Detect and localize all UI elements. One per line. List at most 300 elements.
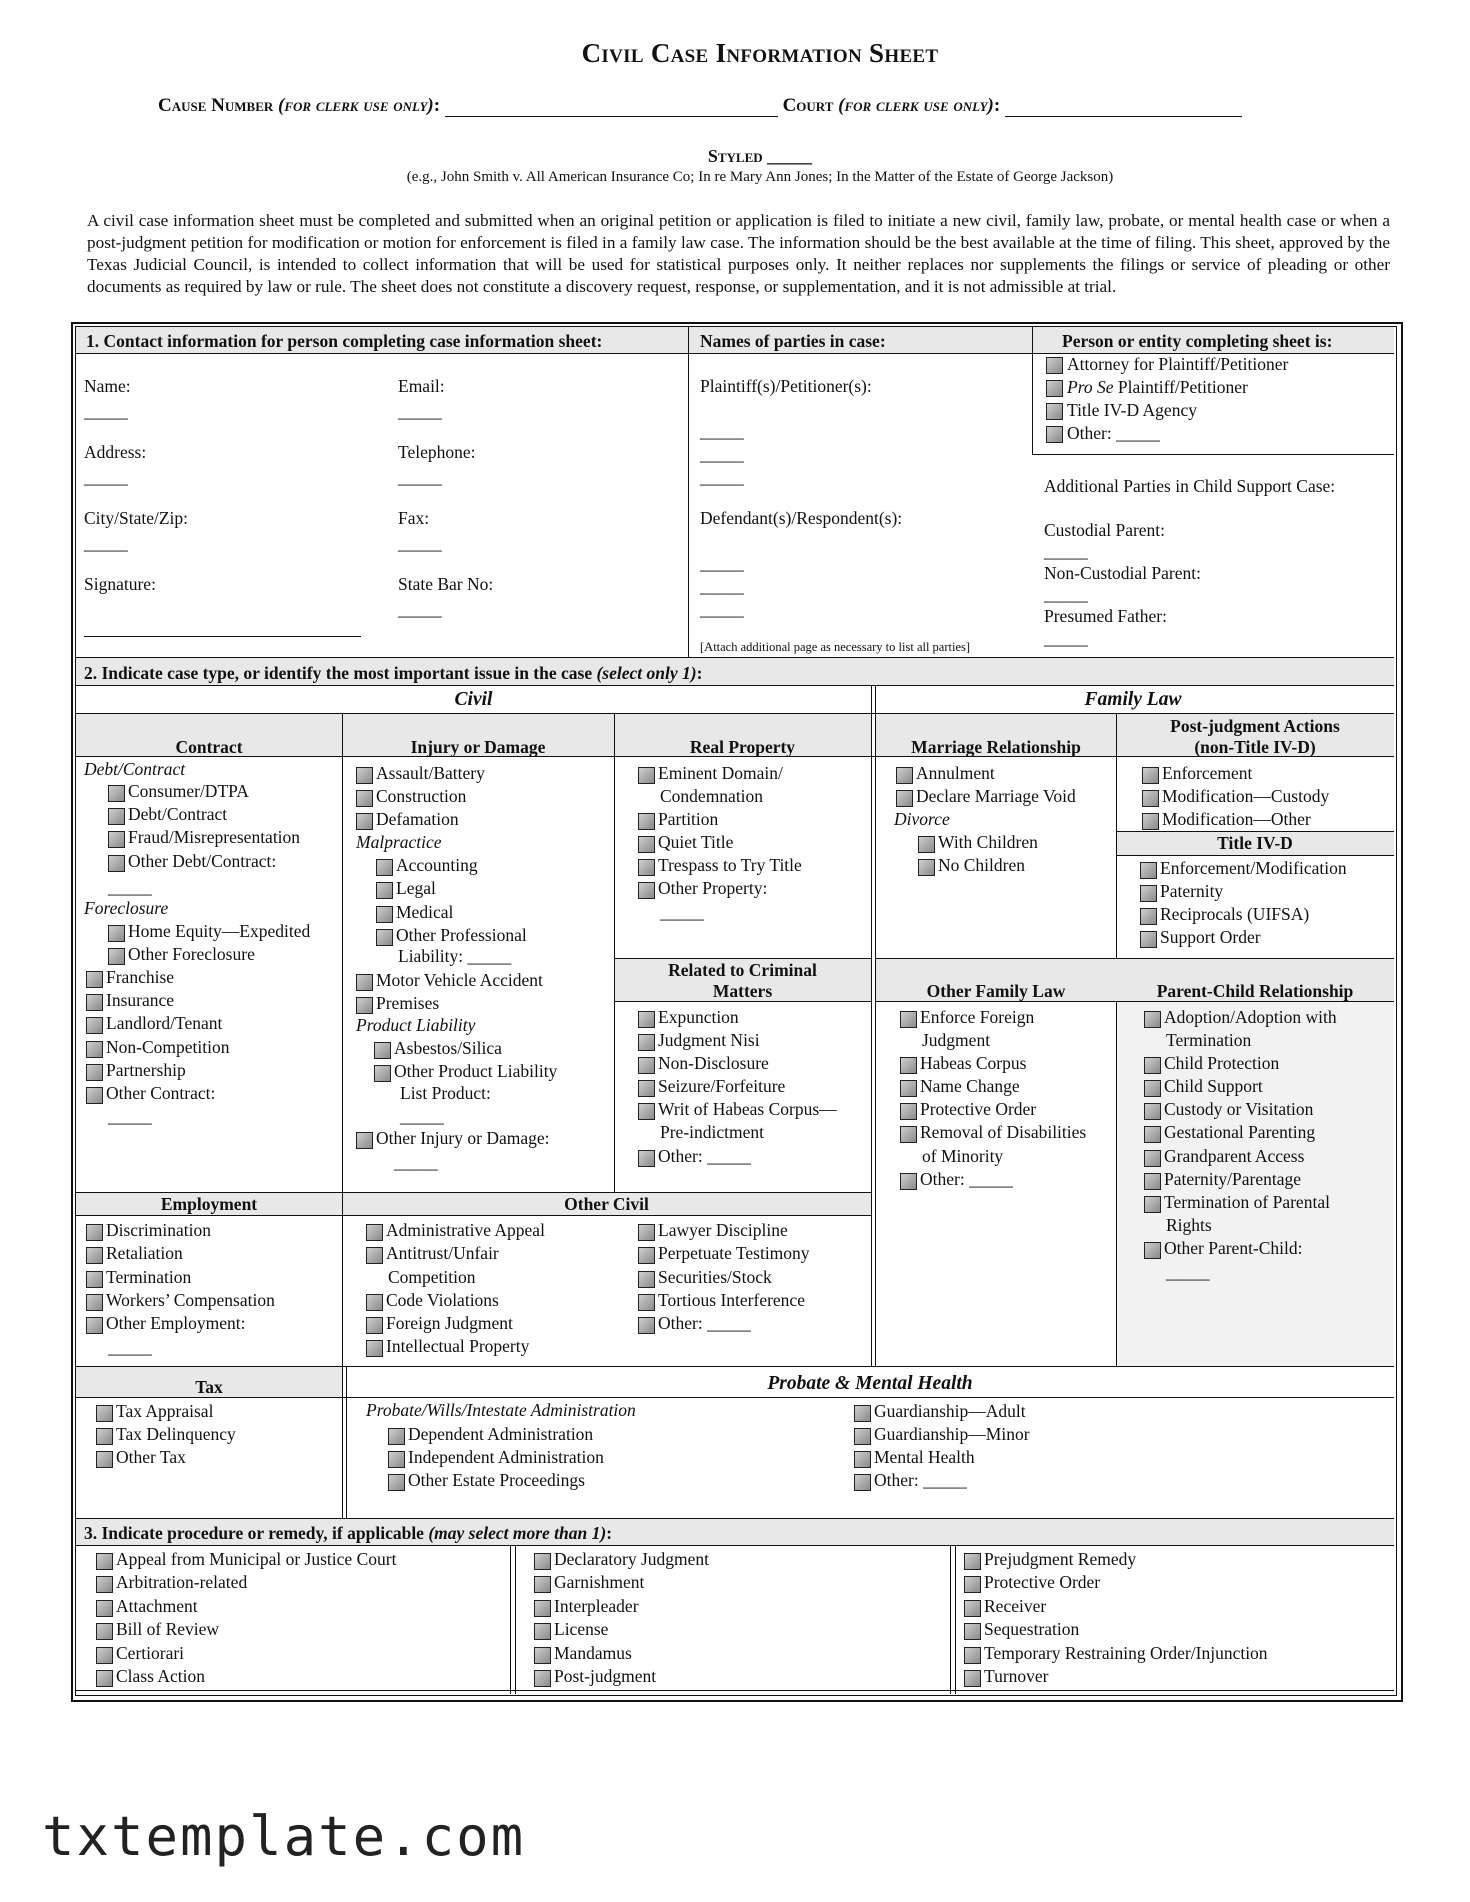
watermark: txtemplate.com [42, 1805, 526, 1868]
section3-header-text: 3. Indicate procedure or remedy, if applicable [84, 1523, 424, 1543]
cause-court-line: Cause Number (for clerk use only): Court (for clerk use only): [158, 95, 1242, 117]
label-adoption-adoption-with: Adoption/Adoption with [1164, 1007, 1337, 1027]
marriage-header: Marriage Relationship [911, 737, 1081, 757]
label-tax-appraisal: Tax Appraisal [116, 1401, 214, 1421]
checkbox-motor-vehicle-accident[interactable] [356, 974, 373, 991]
checkbox-reciprocals-uifsa[interactable] [1140, 908, 1157, 925]
checkbox-class-action[interactable] [96, 1670, 113, 1687]
blank-field-section1-blank[interactable]: _____ [394, 1152, 438, 1172]
email-field[interactable]: _____ [398, 401, 442, 421]
label-seizure-forfeiture: Seizure/Forfeiture [658, 1076, 786, 1096]
cause-number-note: (for clerk use only) [278, 95, 434, 116]
text-section2-injury-liability: Liability: _____ [398, 946, 512, 966]
section3-header: 3. Indicate procedure or remedy, if applicable (may select more than 1): [84, 1523, 613, 1543]
checkbox-name-change[interactable] [900, 1080, 917, 1097]
checkbox-bill-of-review[interactable] [96, 1623, 113, 1640]
label-license: License [554, 1619, 609, 1640]
label-quiet-title: Quiet Title [658, 832, 734, 852]
checkbox-home-equity-expedited[interactable] [108, 925, 125, 942]
label-partition: Partition [658, 809, 719, 829]
label-modification-custody: Modification—Custody [1162, 786, 1330, 806]
label-child-protection: Child Protection [1164, 1053, 1280, 1073]
address-label: Address: [84, 442, 147, 462]
blank-field-section1-blank[interactable]: _____ [400, 1106, 444, 1126]
label-defamation: Defamation [376, 809, 459, 829]
label-home-equity-expedited: Home Equity—Expedited [128, 921, 311, 941]
person-header: Person or entity completing sheet is: [1062, 331, 1333, 351]
label-securities-stock: Securities/Stock [658, 1267, 772, 1287]
checkbox-non-disclosure[interactable] [638, 1057, 655, 1074]
label-interpleader: Interpleader [554, 1595, 639, 1616]
checkbox-adoption-adoption-with[interactable] [1144, 1011, 1161, 1028]
defendant-field-1[interactable]: _____ [700, 553, 744, 573]
label-enforcement: Enforcement [1162, 763, 1253, 783]
blank-field-section1-blank[interactable]: _____ [108, 877, 152, 897]
defendant-field-3[interactable]: _____ [700, 599, 744, 619]
page-title: Civil Case Information Sheet [581, 38, 939, 68]
label-removal-of-disabilities: Removal of Disabilities [920, 1122, 1087, 1142]
label-other-property: Other Property: [658, 878, 768, 898]
checkbox-other[interactable] [900, 1173, 917, 1190]
checkbox-foreign-judgment[interactable] [366, 1317, 383, 1334]
checkbox-modification-custody[interactable] [1142, 790, 1159, 807]
label-premises: Premises [376, 993, 440, 1013]
checkbox-garnishment[interactable] [534, 1576, 551, 1593]
label-temporary-restraining-order-injunction: Temporary Restraining Order/Injunction [984, 1642, 1268, 1663]
checkbox-workers-compensation[interactable] [86, 1294, 103, 1311]
text-section2-otherfamily-items-6: of Minority [922, 1146, 1004, 1166]
checkbox-quiet-title[interactable] [638, 836, 655, 853]
label-other-professional: Other Professional [396, 925, 527, 945]
checkbox-termination[interactable] [86, 1271, 103, 1288]
label-child-support: Child Support [1164, 1076, 1263, 1096]
checkbox-legal[interactable] [376, 882, 393, 899]
label-other: Other: _____ [920, 1169, 1013, 1189]
label-landlord-tenant: Landlord/Tenant [106, 1013, 223, 1033]
address-field[interactable]: _____ [84, 467, 128, 487]
text-section2-contract-foreclosure: Foreclosure [84, 898, 169, 918]
label-tortious-interference: Tortious Interference [658, 1290, 805, 1310]
label-perpetuate-testimony: Perpetuate Testimony [658, 1243, 810, 1263]
checkbox-interpleader[interactable] [534, 1600, 551, 1617]
text-section2-injury-list-product: List Product: [400, 1083, 491, 1103]
cause-number-field[interactable] [445, 116, 778, 117]
label-other-estate-proceedings: Other Estate Proceedings [408, 1470, 585, 1490]
checkbox-child-support[interactable] [1144, 1080, 1161, 1097]
checkbox-guardianship-minor[interactable] [854, 1428, 871, 1445]
label-termination: Termination [106, 1267, 192, 1287]
checkbox-declaratory-judgment[interactable] [534, 1553, 551, 1570]
checkbox-sequestration[interactable] [964, 1623, 981, 1640]
label-turnover: Turnover [984, 1666, 1049, 1686]
plaintiff-field-2[interactable]: _____ [700, 444, 744, 464]
label-protective-order: Protective Order [984, 1572, 1101, 1593]
label-with-children: With Children [938, 832, 1038, 852]
debt-contract-subhead: Debt/Contract [84, 759, 186, 779]
title-ivd-header: Title IV-D [1217, 833, 1293, 853]
checkbox-pro-se[interactable] [1046, 380, 1063, 397]
text-section2-parentchild-items-9: Rights [1166, 1215, 1212, 1235]
label-writ-of-habeas-corpus: Writ of Habeas Corpus— [658, 1099, 837, 1119]
label-sequestration: Sequestration [984, 1619, 1080, 1640]
label-reciprocals-uifsa: Reciprocals (UIFSA) [1160, 904, 1310, 924]
checkbox-other-person[interactable] [1046, 426, 1063, 443]
label-tax-delinquency: Tax Delinquency [116, 1424, 236, 1444]
city-label: City/State/Zip: [84, 508, 189, 528]
label-name-change: Name Change [920, 1076, 1020, 1096]
criminal-header-1: Related to Criminal [668, 960, 817, 980]
label-asbestos-silica: Asbestos/Silica [394, 1038, 502, 1058]
label-garnishment: Garnishment [554, 1572, 645, 1593]
defendant-field-2[interactable]: _____ [700, 576, 744, 596]
label-class-action: Class Action [116, 1666, 205, 1686]
label-other-debt-contract: Other Debt/Contract: [128, 851, 277, 871]
checkbox-post-judgment[interactable] [534, 1670, 551, 1687]
checkbox-removal-of-disabilities[interactable] [900, 1126, 917, 1143]
contract-header: Contract [175, 737, 243, 757]
checkbox-guardianship-adult[interactable] [854, 1405, 871, 1422]
checkbox-protective-order[interactable] [900, 1103, 917, 1120]
noncustodial-label: Non-Custodial Parent: [1044, 563, 1201, 583]
presumed-father-label: Presumed Father: [1044, 606, 1167, 626]
label-attorney: Attorney for Plaintiff/Petitioner [1067, 354, 1289, 374]
checkbox-other-professional[interactable] [376, 929, 393, 946]
label-franchise: Franchise [106, 967, 175, 987]
real-property-header: Real Property [689, 737, 796, 757]
checkbox-prejudgment-remedy[interactable] [964, 1553, 981, 1570]
label-other: Other: _____ [658, 1313, 751, 1333]
checkbox-mental-health[interactable] [854, 1451, 871, 1468]
label-consumer-dtpa: Consumer/DTPA [128, 781, 249, 801]
checkbox-eminent-domain[interactable] [638, 767, 655, 784]
label-antitrust-unfair: Antitrust/Unfair [386, 1243, 499, 1263]
label-enforce-foreign: Enforce Foreign [920, 1007, 1035, 1027]
label-workers-compensation: Workers’ Compensation [106, 1290, 275, 1310]
label-other-parent-child: Other Parent-Child: [1164, 1238, 1303, 1258]
label-eminent-domain: Eminent Domain/ [658, 763, 783, 783]
checkbox-child-protection[interactable] [1144, 1057, 1161, 1074]
text-section2-injury-malpractice: Malpractice [356, 832, 442, 852]
text-section2-marriage-divorce: Divorce [894, 809, 950, 829]
label-custody-or-visitation: Custody or Visitation [1164, 1099, 1314, 1119]
plaintiff-field-3[interactable]: _____ [700, 467, 744, 487]
text-section2-othercivil-col1-2: Competition [388, 1267, 476, 1287]
checkbox-partnership[interactable] [86, 1064, 103, 1081]
probate-subhead: Probate/Wills/Intestate Administration [366, 1400, 636, 1420]
attach-note: [Attach additional page as necessary to list all parties] [700, 640, 971, 654]
checkbox-turnover[interactable] [964, 1670, 981, 1687]
checkbox-defamation[interactable] [356, 813, 373, 830]
label-gestational-parenting: Gestational Parenting [1164, 1122, 1316, 1142]
checkbox-mandamus[interactable] [534, 1647, 551, 1664]
plaintiffs-label: Plaintiff(s)/Petitioner(s): [700, 376, 872, 396]
parent-child-header: Parent-Child Relationship [1156, 981, 1354, 1001]
checkbox-with-children[interactable] [918, 836, 935, 853]
checkbox-insurance[interactable] [86, 994, 103, 1011]
checkbox-tax-appraisal[interactable] [96, 1405, 113, 1422]
checkbox-asbestos-silica[interactable] [374, 1042, 391, 1059]
fax-label: Fax: [398, 508, 430, 528]
checkbox-no-children[interactable] [918, 859, 935, 876]
criminal-header-2: Matters [712, 981, 773, 1001]
styled-label: Styled [707, 146, 763, 166]
text-section2-real-items-1: Condemnation [660, 786, 764, 806]
checkbox-retaliation[interactable] [86, 1247, 103, 1264]
checkbox-attachment[interactable] [96, 1600, 113, 1617]
text-section2-criminal-items-5: Pre-indictment [660, 1122, 765, 1142]
checkbox-gestational-parenting[interactable] [1144, 1126, 1161, 1143]
label-other-product-liability: Other Product Liability [394, 1061, 558, 1081]
label-motor-vehicle-accident: Motor Vehicle Accident [376, 970, 543, 990]
checkbox-assault-battery[interactable] [356, 767, 373, 784]
blank-field-section1-blank[interactable]: _____ [660, 902, 704, 922]
tax-header: Tax [195, 1377, 223, 1397]
civil-header: Civil [454, 689, 493, 710]
label-annulment: Annulment [916, 763, 995, 783]
label-arbitration-related: Arbitration-related [116, 1572, 248, 1593]
probate-header: Probate & Mental Health [767, 1373, 973, 1394]
bar-label: State Bar No: [398, 574, 494, 594]
checkbox-arbitration-related[interactable] [96, 1576, 113, 1593]
checkbox-temporary-restraining-order-injunction[interactable] [964, 1647, 981, 1664]
cause-number-label: Cause Number [158, 95, 274, 116]
checkbox-discrimination[interactable] [86, 1224, 103, 1241]
checkbox-other-parent-child[interactable] [1144, 1242, 1161, 1259]
label-prejudgment-remedy: Prejudgment Remedy [984, 1549, 1137, 1569]
presumed-father-field[interactable]: _____ [1044, 628, 1088, 648]
checkbox-debt-contract[interactable] [108, 808, 125, 825]
checkbox-attorney[interactable] [1046, 357, 1063, 374]
styled-field[interactable]: _____ [767, 146, 813, 166]
label-other-injury-or-damage: Other Injury or Damage: [376, 1128, 550, 1148]
checkbox-other-debt-contract[interactable] [108, 855, 125, 872]
name-label: Name: [84, 376, 131, 396]
other-family-header: Other Family Law [926, 981, 1066, 1001]
checkbox-declare-marriage-void[interactable] [896, 790, 913, 807]
label-paternity: Paternity [1160, 881, 1224, 901]
label-discrimination: Discrimination [106, 1220, 211, 1240]
label-partnership: Partnership [106, 1060, 186, 1080]
checkbox-fraud-misrepresentation[interactable] [108, 831, 125, 848]
text-section2-injury-product: Product Liability [356, 1015, 476, 1035]
checkbox-partition[interactable] [638, 813, 655, 830]
label-pro-se [1067, 377, 1248, 398]
checkbox-seizure-forfeiture[interactable] [638, 1080, 655, 1097]
checkbox-other[interactable] [854, 1474, 871, 1491]
styled-line [0, 146, 1470, 167]
checkbox-other-product-liability[interactable] [374, 1065, 391, 1082]
checkbox-modification-other[interactable] [1142, 813, 1159, 830]
label-trespass-to-try-title: Trespass to Try Title [658, 855, 802, 875]
checkbox-custody-or-visitation[interactable] [1144, 1103, 1161, 1120]
section2-header-note: (select only 1) [596, 663, 697, 683]
signature-field[interactable] [84, 635, 361, 637]
text-section2-otherfamily-items-1: Judgment [922, 1030, 991, 1050]
section3-header-note: (may select more than 1) [428, 1523, 607, 1543]
pro-se-text: Pro Se [1067, 377, 1114, 397]
checkbox-tax-delinquency[interactable] [96, 1428, 113, 1445]
intro-paragraph: A civil case information sheet must be completed and submitted when an original petition or application is filed to initiate a new civil, family law, probate, or mental health case or when a post-judgment petition for modification or motion for enforcement is filed in a family law case. The information should be the best available at the time of filing. This sheet, approved by the Texas Judicial Council, is intended to collect information that will be used for statistical purposes only. It neither replaces nor supplements the filings or service of pleading or other documents as required by law or rule. The sheet does not constitute a discovery request, response, or supplementation, and it is not admissible at trial. [87, 211, 1390, 296]
label-other-contract: Other Contract: [106, 1083, 216, 1103]
checkbox-paternity[interactable] [1140, 885, 1157, 902]
label-assault-battery: Assault/Battery [376, 763, 485, 783]
label-certiorari: Certiorari [116, 1642, 185, 1663]
label-independent-administration: Independent Administration [408, 1447, 604, 1467]
checkbox-administrative-appeal[interactable] [366, 1224, 383, 1241]
label-code-violations: Code Violations [386, 1290, 499, 1310]
label-fraud-misrepresentation: Fraud/Misrepresentation [128, 827, 301, 847]
checkbox-accounting[interactable] [376, 859, 393, 876]
checkbox-code-violations[interactable] [366, 1294, 383, 1311]
city-field[interactable]: _____ [84, 533, 128, 553]
family-law-header: Family Law [1084, 689, 1182, 710]
checkbox-antitrust-unfair[interactable] [366, 1247, 383, 1264]
label-termination-of-parental: Termination of Parental [1164, 1192, 1330, 1212]
checkbox-other-employment[interactable] [86, 1317, 103, 1334]
telephone-field[interactable]: _____ [398, 467, 442, 487]
court-note: (for clerk use only) [838, 95, 994, 116]
label-accounting: Accounting [396, 855, 478, 875]
checkbox-judgment-nisi[interactable] [638, 1034, 655, 1051]
additional-parties-label: Additional Parties in Child Support Case: [1044, 476, 1336, 496]
label-medical: Medical [396, 902, 454, 922]
checkbox-other[interactable] [638, 1150, 655, 1167]
checkbox-other-property[interactable] [638, 882, 655, 899]
telephone-label: Telephone: [398, 442, 476, 462]
label-mental-health: Mental Health [874, 1447, 975, 1467]
label-other-foreclosure: Other Foreclosure [128, 944, 255, 964]
email-label: Email: [398, 376, 445, 396]
label-other-employment: Other Employment: [106, 1313, 246, 1333]
checkbox-medical[interactable] [376, 906, 393, 923]
label-other-tax: Other Tax [116, 1447, 186, 1467]
checkbox-other-contract[interactable] [86, 1087, 103, 1104]
court-field[interactable] [1005, 116, 1242, 117]
label-attachment: Attachment [116, 1595, 198, 1616]
label-support-order: Support Order [1160, 927, 1261, 947]
checkbox-enforcement-modification[interactable] [1140, 862, 1157, 879]
checkbox-expunction[interactable] [638, 1011, 655, 1028]
checkbox-tortious-interference[interactable] [638, 1294, 655, 1311]
checkbox-protective-order[interactable] [964, 1576, 981, 1593]
checkbox-other[interactable] [638, 1317, 655, 1334]
plaintiff-field-1[interactable]: _____ [700, 421, 744, 441]
checkbox-construction[interactable] [356, 790, 373, 807]
section1-header: 1. Contact information for person completing case information sheet: [86, 331, 603, 351]
label-appeal-from-municipal-or-justice-court: Appeal from Municipal or Justice Court [116, 1549, 397, 1569]
section2-header-text: 2. Indicate case type, or identify the most important issue in the case [84, 663, 593, 683]
section2-header: 2. Indicate case type, or identify the most important issue in the case (select only 1): [84, 663, 703, 683]
text-section2-parentchild-items-1: Termination [1166, 1030, 1252, 1050]
label-insurance: Insurance [106, 990, 175, 1010]
checkbox-trespass-to-try-title[interactable] [638, 859, 655, 876]
other-civil-header: Other Civil [564, 1194, 649, 1214]
checkbox-lawyer-discipline[interactable] [638, 1224, 655, 1241]
label-construction: Construction [376, 786, 467, 806]
label-non-competition: Non-Competition [106, 1037, 230, 1057]
checkbox-dependent-administration[interactable] [388, 1428, 405, 1445]
blank-field-section1-blank[interactable]: _____ [108, 1106, 152, 1126]
pro-se-plaintiff-text: Plaintiff/Petitioner [1117, 377, 1248, 397]
label-paternity-parentage: Paternity/Parentage [1164, 1169, 1302, 1189]
custodial-field[interactable]: _____ [1044, 541, 1088, 561]
fax-field[interactable]: _____ [398, 533, 442, 553]
checkbox-securities-stock[interactable] [638, 1271, 655, 1288]
label-guardianship-adult: Guardianship—Adult [874, 1401, 1026, 1421]
checkbox-non-competition[interactable] [86, 1041, 103, 1058]
blank-field-section1-blank[interactable]: _____ [108, 1337, 152, 1357]
label-administrative-appeal: Administrative Appeal [386, 1220, 545, 1240]
checkbox-other-injury-or-damage[interactable] [356, 1132, 373, 1149]
checkbox-premises[interactable] [356, 997, 373, 1014]
checkbox-enforce-foreign[interactable] [900, 1011, 917, 1028]
label-legal: Legal [396, 878, 436, 898]
checkbox-enforcement[interactable] [1142, 767, 1159, 784]
checkbox-writ-of-habeas-corpus[interactable] [638, 1103, 655, 1120]
checkbox-appeal-from-municipal-or-justice-court[interactable] [96, 1553, 113, 1570]
label-debt-contract: Debt/Contract [128, 804, 228, 824]
label-other: Other: _____ [658, 1146, 751, 1166]
checkbox-intellectual-property[interactable] [366, 1340, 383, 1357]
checkbox-support-order[interactable] [1140, 931, 1157, 948]
signature-label: Signature: [84, 574, 156, 594]
checkbox-other-estate-proceedings[interactable] [388, 1474, 405, 1491]
checkbox-independent-administration[interactable] [388, 1451, 405, 1468]
checkbox-termination-of-parental[interactable] [1144, 1196, 1161, 1213]
checkbox-annulment[interactable] [896, 767, 913, 784]
label-habeas-corpus: Habeas Corpus [920, 1053, 1027, 1073]
label-other: Other: _____ [874, 1470, 967, 1490]
checkbox-habeas-corpus[interactable] [900, 1057, 917, 1074]
checkbox-receiver[interactable] [964, 1600, 981, 1617]
label-non-disclosure: Non-Disclosure [658, 1053, 769, 1073]
label-foreign-judgment: Foreign Judgment [386, 1313, 513, 1333]
noncustodial-field[interactable]: _____ [1044, 584, 1088, 604]
checkbox-perpetuate-testimony[interactable] [638, 1247, 655, 1264]
label-no-children: No Children [938, 855, 1026, 875]
checkbox-landlord-tenant[interactable] [86, 1017, 103, 1034]
styled-example: (e.g., John Smith v. All American Insurance Co; In re Mary Ann Jones; In the Matter of the Estate of George Jackson) [406, 169, 1114, 185]
label-title-ivd-agency: Title IV-D Agency [1067, 400, 1197, 420]
checkbox-other-tax[interactable] [96, 1451, 113, 1468]
postjudgment-header-1: Post-judgment Actions [1170, 716, 1340, 736]
name-field[interactable]: _____ [84, 401, 128, 421]
label-declaratory-judgment: Declaratory Judgment [554, 1549, 710, 1569]
label-enforcement-modification: Enforcement/Modification [1160, 858, 1347, 878]
label-declare-marriage-void: Declare Marriage Void [916, 786, 1076, 806]
checkbox-grandparent-access[interactable] [1144, 1150, 1161, 1167]
employment-header: Employment [160, 1194, 258, 1214]
checkbox-paternity-parentage[interactable] [1144, 1173, 1161, 1190]
injury-header: Injury or Damage [410, 737, 546, 757]
label-judgment-nisi: Judgment Nisi [658, 1030, 760, 1050]
label-retaliation: Retaliation [106, 1243, 183, 1263]
checkbox-consumer-dtpa[interactable] [108, 785, 125, 802]
label-mandamus: Mandamus [554, 1642, 632, 1663]
bar-field[interactable]: _____ [398, 599, 442, 619]
label-guardianship-minor: Guardianship—Minor [874, 1424, 1030, 1444]
checkbox-title-ivd-agency[interactable] [1046, 403, 1063, 420]
blank-field-section1-blank[interactable]: _____ [1166, 1262, 1210, 1282]
checkbox-license[interactable] [534, 1623, 551, 1640]
label-protective-order: Protective Order [920, 1099, 1037, 1119]
checkbox-certiorari[interactable] [96, 1647, 113, 1664]
checkbox-franchise[interactable] [86, 971, 103, 988]
label-receiver: Receiver [984, 1595, 1047, 1616]
label-modification-other: Modification—Other [1162, 809, 1311, 829]
checkbox-other-foreclosure[interactable] [108, 948, 125, 965]
label-dependent-administration: Dependent Administration [408, 1424, 594, 1444]
